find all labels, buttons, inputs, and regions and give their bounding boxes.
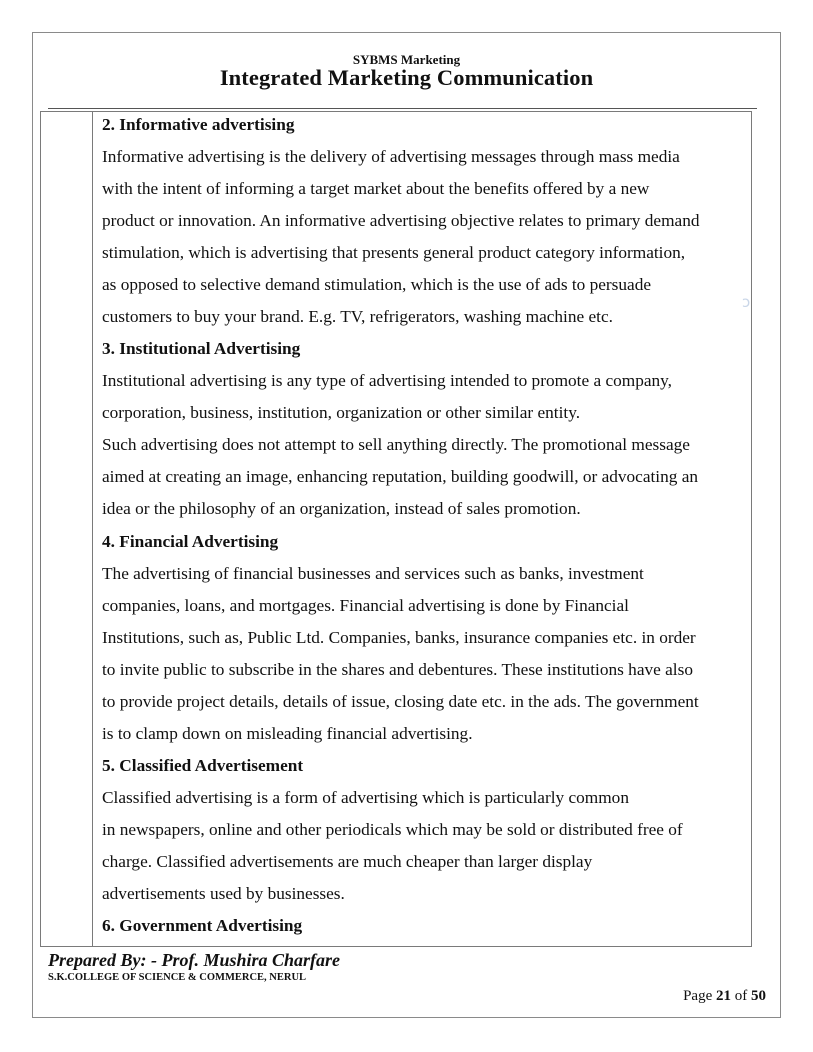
body-text-line: to provide project details, details of issue, closing date etc. in the ads. The government bbox=[102, 691, 699, 711]
body-text-line: Institutional advertising is any type of advertising intended to promote a company, bbox=[102, 371, 672, 391]
body-text-line: stimulation, which is advertising that presents general product category information, bbox=[102, 243, 686, 263]
content-table bbox=[40, 111, 752, 947]
body-text-line: customers to buy your brand. E.g. TV, refrigerators, washing machine etc. bbox=[102, 307, 613, 327]
body-text-line: Institutions, such as, Public Ltd. Companies, banks, insurance companies etc. in order bbox=[102, 627, 696, 647]
column-divider bbox=[92, 112, 93, 946]
body-text-line: companies, loans, and mortgages. Financial advertising is done by Financial bbox=[102, 595, 629, 615]
section-heading: 4. Financial Advertising bbox=[102, 531, 279, 551]
body-text-line: advertisements used by businesses. bbox=[102, 883, 345, 903]
body-text-line: to invite public to subscribe in the shares and debentures. These institutions have also bbox=[102, 659, 693, 679]
header-subtitle: SYBMS Marketing bbox=[352, 52, 461, 67]
body-text-line: charge. Classified advertisements are much cheaper than larger display bbox=[102, 851, 593, 871]
section-heading: 2. Informative advertising bbox=[102, 115, 295, 134]
watermark-mark: ↄ bbox=[742, 293, 751, 311]
body-text-line: with the intent of informing a target market about the benefits offered by a new bbox=[102, 179, 650, 199]
body-text-line: aimed at creating an image, enhancing reputation, building goodwill, or advocating an bbox=[102, 467, 699, 487]
body-text-line: as opposed to selective demand stimulation, which is the use of ads to persuade bbox=[102, 275, 652, 295]
body-text-line: The advertising of financial businesses and services such as banks, investment bbox=[102, 563, 644, 583]
body-text-line: Classified advertising is a form of advertising which is particularly common bbox=[102, 787, 629, 807]
body-text-line: Such advertising does not attempt to sell anything directly. The promotional message bbox=[102, 435, 690, 455]
section-heading: 3. Institutional Advertising bbox=[102, 339, 301, 359]
body-text-line: idea or the philosophy of an organization, instead of sales promotion. bbox=[102, 499, 581, 519]
header-title: Integrated Marketing Communication bbox=[219, 65, 594, 90]
section-heading: 6. Government Advertising bbox=[102, 916, 303, 935]
page-number bbox=[683, 988, 766, 1005]
section-heading: 5. Classified Advertisement bbox=[102, 755, 304, 775]
body-text-line: product or innovation. An informative advertising objective relates to primary demand bbox=[102, 211, 700, 231]
body-text-line: Informative advertising is the delivery of advertising messages through mass media bbox=[102, 147, 680, 167]
body-text-line: in newspapers, online and other periodicals which may be sold or distributed free of bbox=[102, 819, 683, 839]
footer-college: S.K.COLLEGE OF SCIENCE & COMMERCE, NERUL bbox=[48, 972, 307, 983]
page-label: Page bbox=[683, 988, 713, 1004]
page-current: 21 bbox=[716, 988, 731, 1004]
body-text-line: corporation, business, institution, organization or other similar entity. bbox=[102, 403, 581, 423]
page-of: of bbox=[734, 988, 748, 1004]
page-total: 50 bbox=[751, 988, 766, 1004]
footer-author: Prepared By: - Prof. Mushira Charfare bbox=[48, 950, 341, 970]
header-divider bbox=[48, 108, 757, 109]
body-text-line: is to clamp down on misleading financial advertising. bbox=[102, 723, 473, 743]
